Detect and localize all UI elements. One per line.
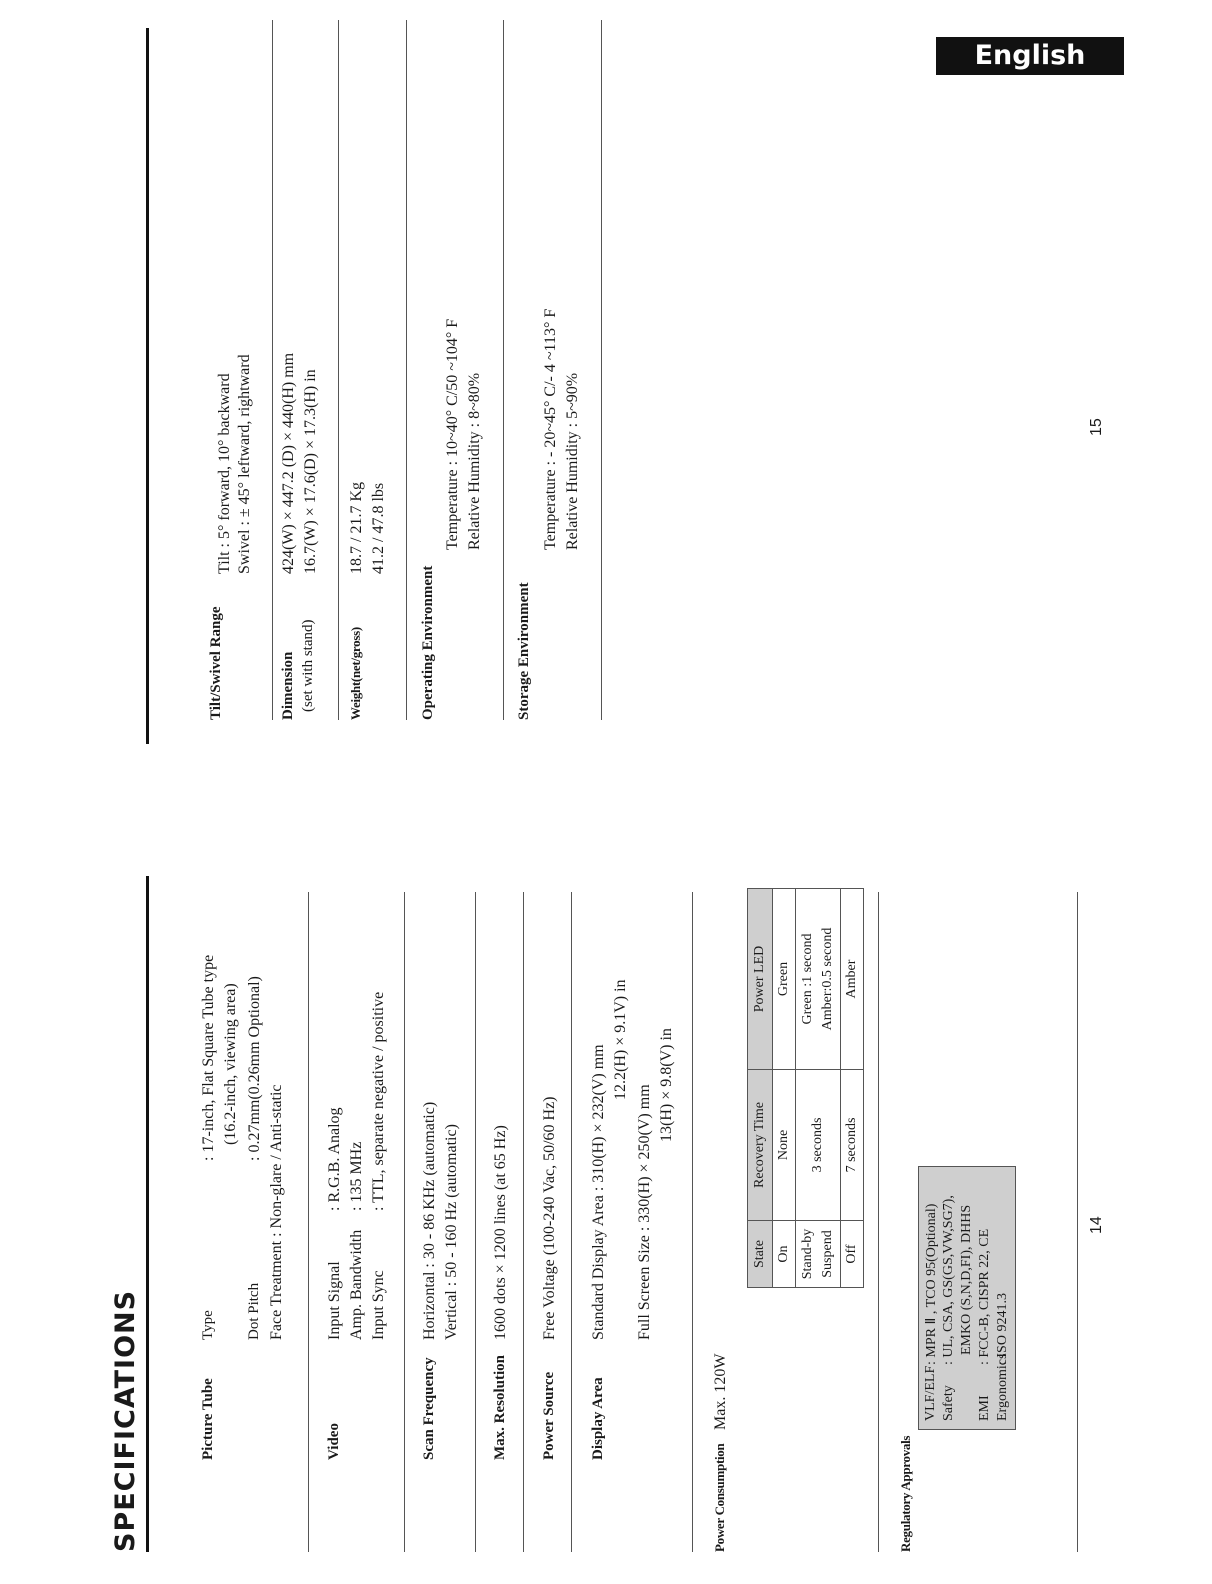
table-cell: On [773,1221,796,1288]
video-row: Amp. Bandwidth [348,1229,365,1340]
display-standard-in: 12.2(H) × 9.1V) in [612,979,629,1100]
type-value: : 17-inch, Flat Square Tube type [200,954,217,1161]
tilt-value: Tilt : 5° forward, 10° backward [216,373,233,574]
reg-value: : UL, CSA, GS(GS,VW,SG7), [941,1195,956,1365]
storage-environment-label: Storage Environment [516,582,532,720]
display-area-label: Display Area [590,1377,606,1460]
reg-key: EMI [977,1395,992,1421]
power-consumption-value: Max. 120W [712,1353,729,1430]
dot-pitch-value: : 0.27mm(0.26mm Optional) [246,976,263,1161]
scan-frequency-label: Scan Frequency [421,1357,437,1460]
page-title: SPECIFICATIONS [110,1289,141,1552]
rule [1077,892,1078,1552]
weight-lbs: 41.2 / 47.8 lbs [370,482,387,574]
weight-label: Weight(net/gross) [348,627,363,720]
max-resolution-label: Max. Resolution [492,1355,508,1460]
scan-horizontal: Horizontal : 30 - 86 KHz (automatic) [421,1101,438,1340]
dimension-mm: 424(W) × 447.2 (D) × 440(H) mm [280,352,297,574]
table-cell: None [773,1070,796,1221]
table-header: Power LED [748,889,773,1070]
right-page-top-rule [146,28,149,744]
power-source-label: Power Source [541,1371,557,1460]
dimension-in: 16.7(W) × 17.6(D) × 17.3(H) in [302,369,319,574]
cell-line: Green :1 second [800,933,815,1025]
video-row: : TTL, separate negative / positive [370,991,387,1211]
power-source-value: Free Voltage (100-240 Vac, 50/60 Hz) [541,1096,558,1340]
table-header: Recovery Time [748,1070,773,1221]
max-resolution-value: 1600 dots × 1200 lines (at 65 Hz) [492,1125,509,1340]
reg-key: VLF/ELF [923,1365,938,1421]
video-row: Input Signal [326,1261,343,1340]
rule [406,20,407,720]
rule [272,20,273,720]
regulatory-box [918,1166,1016,1430]
operating-temperature: Temperature : 10~40° C/50 ~104° F [444,318,461,550]
rule [338,20,339,720]
video-row: Input Sync [370,1270,387,1340]
video-row: : R.G.B. Analog [326,1107,343,1211]
table-cell: Off [841,1221,864,1288]
video-label: Video [326,1423,342,1460]
operating-environment-label: Operating Environment [420,565,436,720]
storage-temperature: Temperature : - 20~45° C/- 4 ~113° F [542,308,559,550]
table-header: State [748,1221,773,1288]
type-value-2: (16.2-inch, viewing area) [222,983,239,1145]
cell-line: Amber:0.5 second [820,927,835,1031]
cell-line: Suspend [820,1230,835,1278]
weight-kg: 18.7 / 21.7 Kg [348,482,365,574]
display-standard: Standard Display Area : 310(H) × 232(V) mm [590,1044,607,1340]
page-number-right: 15 [1088,418,1105,436]
table-cell: 7 seconds [841,1070,864,1221]
type-label: Type [200,1310,216,1340]
dimension-sub: (set with stand) [300,619,316,712]
display-full: Full Screen Size : 330(H) × 250(V) mm [636,1084,653,1340]
display-full-in: 13(H) × 9.8(V) in [658,1028,675,1142]
storage-humidity: Relative Humidity : 5~90% [564,372,581,550]
rule [601,20,602,720]
picture-tube-label: Picture Tube [200,1378,216,1460]
reg-key: Safety [941,1385,956,1421]
regulatory-approvals-label: Regulatory Approvals [898,1435,913,1552]
reg-value: : FCC-B, CISPR 22, CE [977,1228,992,1365]
table-cell: 3 seconds [796,1070,841,1221]
reg-key: Ergonomics [995,1353,1010,1421]
video-row: : 135 MHz [348,1141,365,1211]
cell-line: Stand-by [800,1228,815,1280]
swivel-value: Swivel : ± 45° leftward, rightward [236,354,253,574]
face-treatment: Face Treatment : Non-glare / Anti-static [268,1084,285,1340]
table-cell: Amber [841,889,864,1070]
page-number-left: 14 [1088,1216,1105,1234]
language-tab: English [936,37,1124,75]
dot-pitch-label: Dot Pitch [246,1282,262,1340]
scan-vertical: Vertical : 50 - 160 Hz (automatic) [443,1124,460,1340]
reg-value: : MPR Ⅱ , TCO 95(Optional) [924,1203,939,1365]
reg-value: EMKO (S,N,D,FI), DHHS [959,1204,974,1355]
operating-humidity: Relative Humidity : 8~80% [466,372,483,550]
power-consumption-label: Power Consumption [712,1443,727,1552]
tilt-swivel-label: Tilt/Swivel Range [208,606,224,720]
reg-value: : ISO 9241.3 [995,1293,1010,1365]
dimension-label: Dimension [280,651,296,720]
table-cell: Green [773,889,796,1070]
rule [503,20,504,720]
